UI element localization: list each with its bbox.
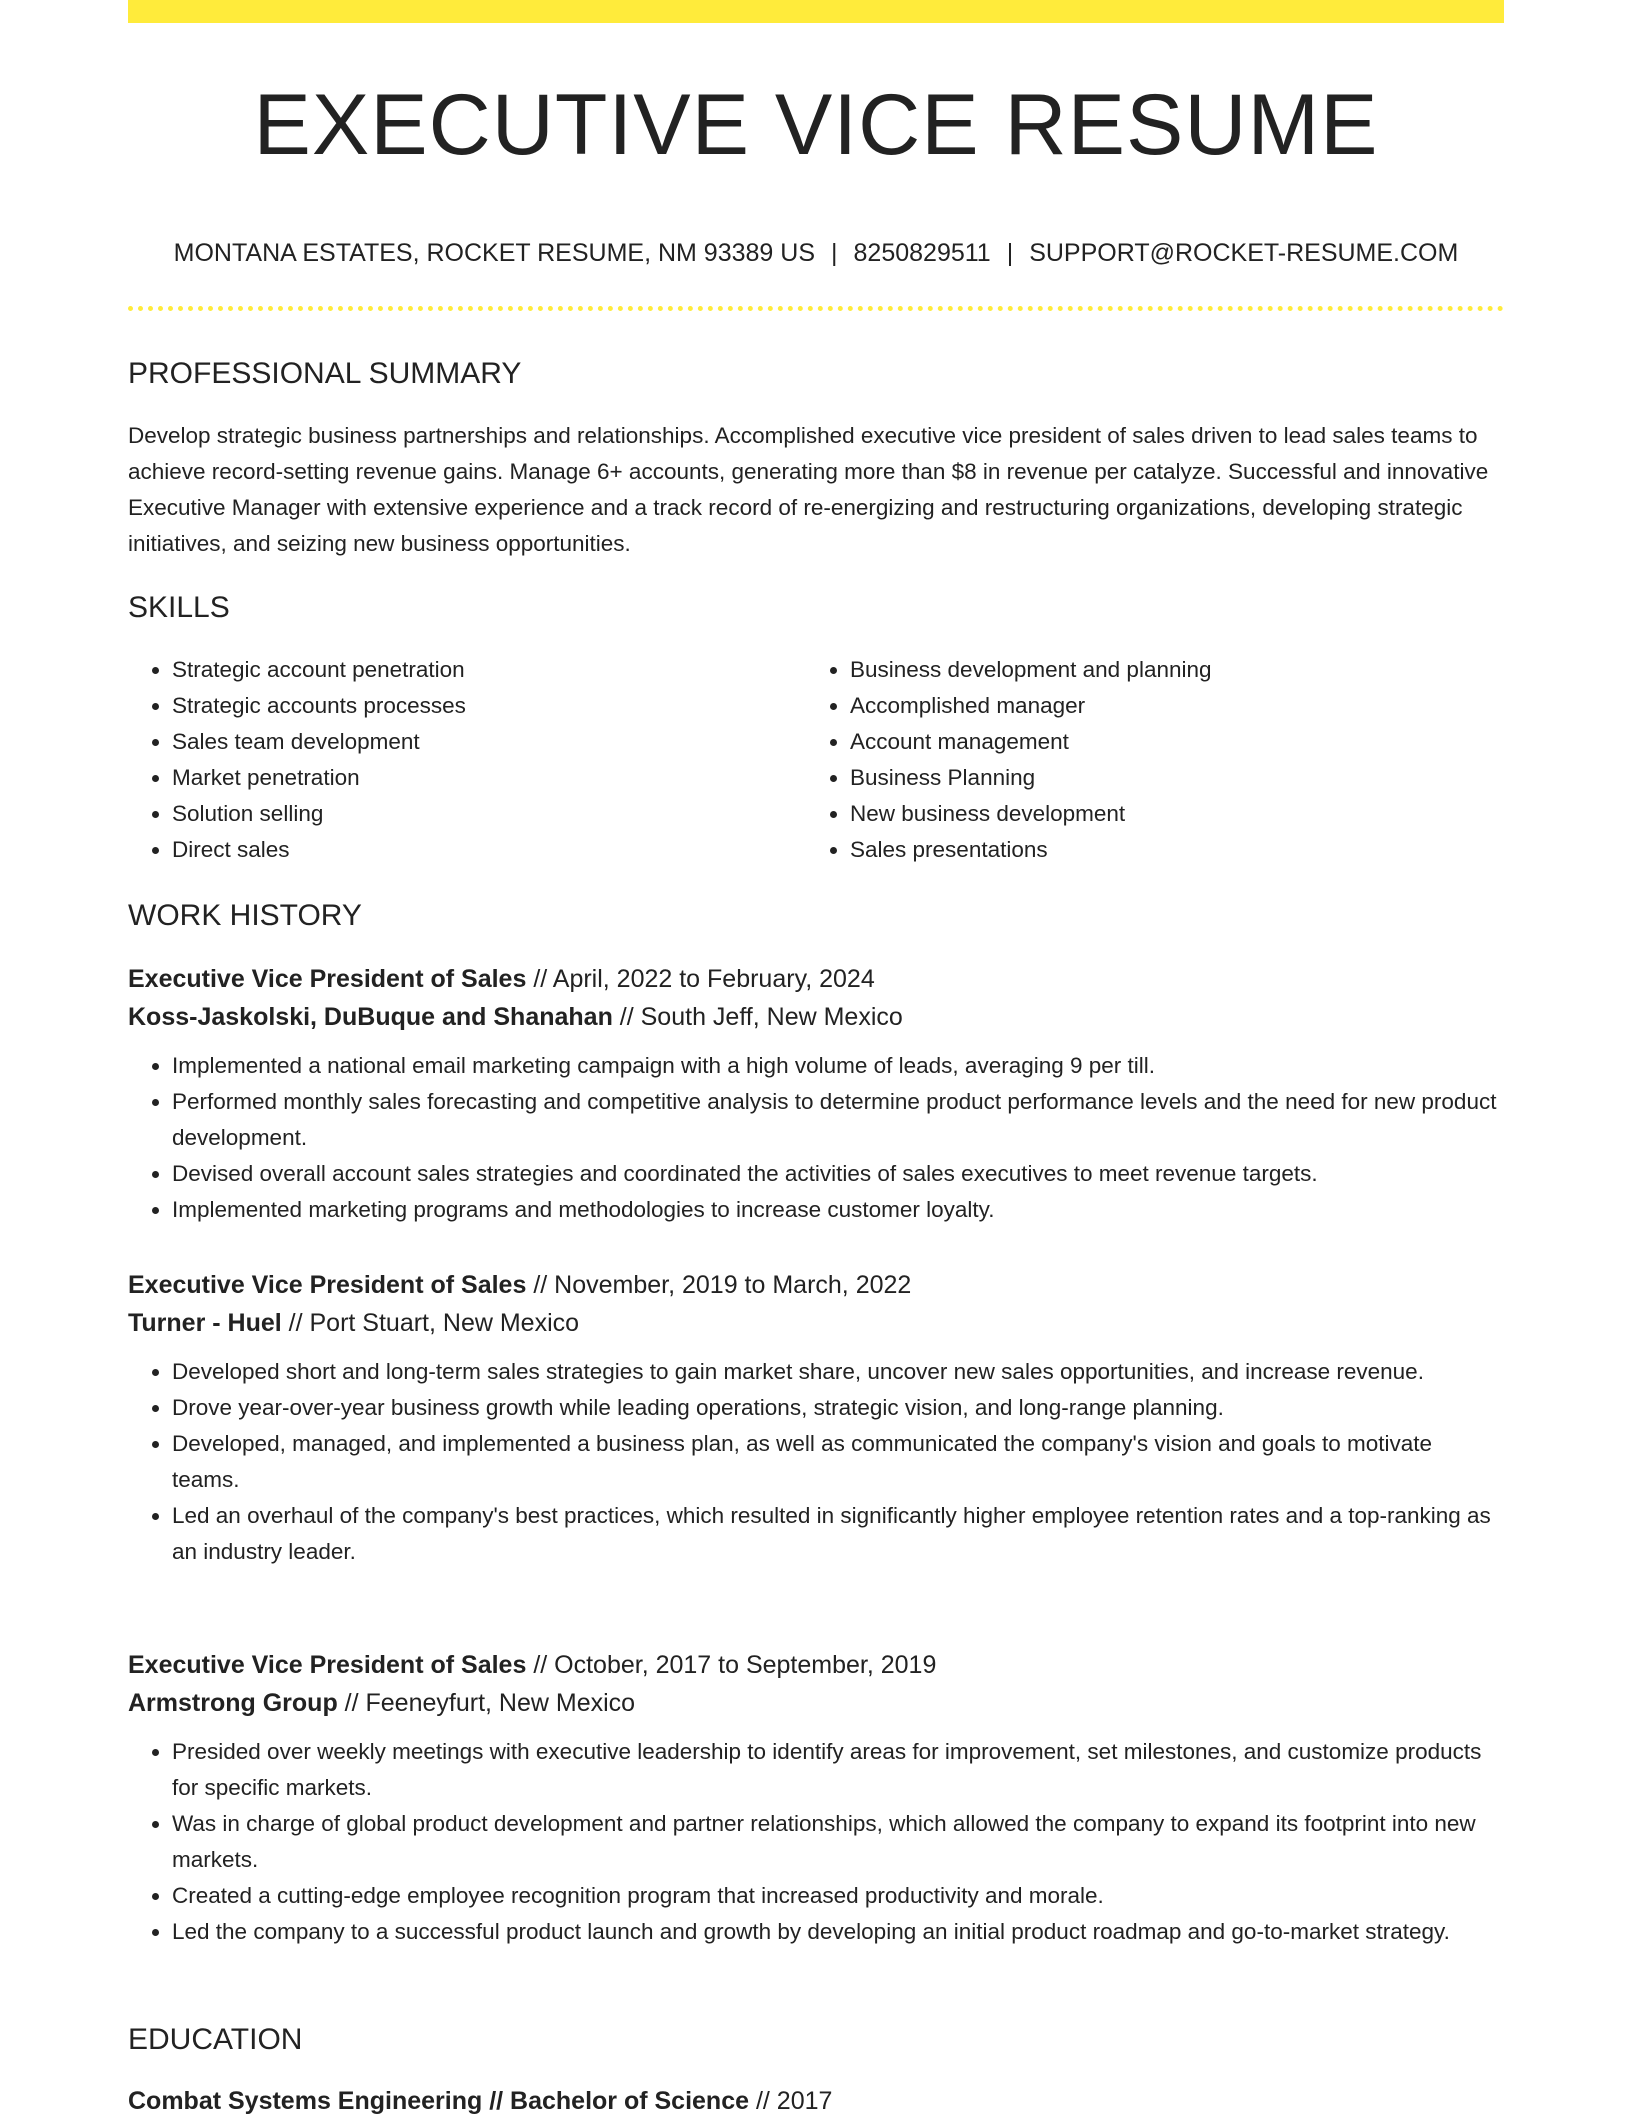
skills-list — [128, 652, 1504, 872]
job-bullets — [128, 1734, 1504, 1950]
job-title-line — [128, 1266, 1504, 1304]
contact-separator: | — [1006, 239, 1014, 267]
job-company-line — [128, 1684, 1504, 1722]
skill-item: • Strategic accounts processes — [172, 688, 802, 724]
skill-item: • Account management — [850, 724, 1480, 760]
skills-heading: SKILLS — [128, 591, 230, 624]
email: SUPPORT@ROCKET-RESUME.COM — [1029, 239, 1459, 267]
job-company-line — [128, 998, 1504, 1036]
skill-item: • Market penetration — [172, 760, 802, 796]
summary-heading: PROFESSIONAL SUMMARY — [128, 357, 522, 390]
job-bullet: • Created a cutting-edge employee recognition program that increased productivity and morale. — [172, 1878, 1504, 1914]
job-bullet: • Devised overall account sales strategies and coordinated the activities of sales executives to meet revenue targets. — [172, 1156, 1504, 1192]
job-location: // Feeneyfurt, New Mexico — [344, 1689, 636, 1717]
skill-item: • Direct sales — [172, 832, 802, 868]
job-dates: // April, 2022 to February, 2024 — [533, 965, 875, 993]
education-year: // 2017 — [755, 2087, 833, 2115]
job-company: Armstrong Group — [128, 1689, 338, 1717]
skill-item: • Sales team development — [172, 724, 802, 760]
job-dates: // November, 2019 to March, 2022 — [533, 1271, 912, 1299]
job-bullets — [128, 1048, 1504, 1228]
job-role: Executive Vice President of Sales — [128, 965, 527, 993]
job-bullet: • Performed monthly sales forecasting and competitive analysis to determine product performance levels and the need for new product development. — [172, 1084, 1504, 1156]
resume-title: EXECUTIVE VICE RESUME — [253, 77, 1379, 173]
education-heading: EDUCATION — [128, 2023, 303, 2056]
skill-item: • Solution selling — [172, 796, 802, 832]
skill-item: • Accomplished manager — [850, 688, 1480, 724]
top-accent-bar — [128, 0, 1504, 23]
job-bullet: • Led an overhaul of the company's best practices, which resulted in significantly higher employee retention rates and a top-ranking as an industry leader. — [172, 1498, 1504, 1570]
job-dates: // October, 2017 to September, 2019 — [533, 1651, 937, 1679]
skills-column-right — [806, 652, 1480, 868]
job-bullet: • Led the company to a successful product launch and growth by developing an initial product roadmap and go-to-market strategy. — [172, 1914, 1504, 1950]
skill-item: • Sales presentations — [850, 832, 1480, 868]
job-role: Executive Vice President of Sales — [128, 1271, 527, 1299]
job-bullet: • Drove year-over-year business growth while leading operations, strategic vision, and long-range planning. — [172, 1390, 1504, 1426]
address: MONTANA ESTATES, ROCKET RESUME, NM 93389 US — [173, 239, 816, 267]
summary-text: Develop strategic business partnerships and relationships. Accomplished executive vice president of sales driven to lead sales teams to achieve record-setting revenue gains. Manage 6+ accounts, generating more than $8 in revenue per catalyze. Successful and innovative Executive Manager with extensive experience and a track record of re-energizing and restructuring organizations, developing strategic initiatives, and seizing new business opportunities. — [128, 423, 1489, 556]
job-company-line — [128, 1304, 1504, 1342]
job-bullet: • Implemented a national email marketing campaign with a high volume of leads, averaging 9 per till. — [172, 1048, 1504, 1084]
job-entry — [128, 1266, 1504, 1570]
job-company: Turner - Huel — [128, 1309, 282, 1337]
job-bullet: • Developed, managed, and implemented a business plan, as well as communicated the company's vision and goals to motivate teams. — [172, 1426, 1504, 1498]
education-entry — [128, 2082, 832, 2120]
job-location: // Port Stuart, New Mexico — [288, 1309, 580, 1337]
skill-item: • Business development and planning — [850, 652, 1480, 688]
contact-separator: | — [831, 239, 838, 267]
work-history-heading: WORK HISTORY — [128, 899, 362, 932]
dotted-divider — [128, 306, 1504, 311]
job-company: Koss-Jaskolski, DuBuque and Shanahan — [128, 1003, 613, 1031]
job-title-line — [128, 960, 1504, 998]
skill-item: • New business development — [850, 796, 1480, 832]
job-entry — [128, 1646, 1504, 1950]
job-bullet: • Presided over weekly meetings with executive leadership to identify areas for improvement, set milestones, and customize products for specific markets. — [172, 1734, 1504, 1806]
skill-item: • Strategic account penetration — [172, 652, 802, 688]
contact-line — [128, 238, 1504, 268]
skill-item: • Business Planning — [850, 760, 1480, 796]
job-bullets — [128, 1354, 1504, 1570]
job-bullet: • Developed short and long-term sales strategies to gain market share, uncover new sales opportunities, and increase revenue. — [172, 1354, 1504, 1390]
job-role: Executive Vice President of Sales — [128, 1651, 527, 1679]
phone: 8250829511 — [853, 239, 991, 267]
skills-column-left — [128, 652, 802, 868]
job-entry — [128, 960, 1504, 1228]
job-bullet: • Was in charge of global product development and partner relationships, which allowed the company to expand its footprint into new markets. — [172, 1806, 1504, 1878]
job-title-line — [128, 1646, 1504, 1684]
education-degree: Combat Systems Engineering // Bachelor of Science — [128, 2087, 750, 2115]
job-bullet: • Implemented marketing programs and methodologies to increase customer loyalty. — [172, 1192, 1504, 1228]
job-location: // South Jeff, New Mexico — [619, 1003, 903, 1031]
